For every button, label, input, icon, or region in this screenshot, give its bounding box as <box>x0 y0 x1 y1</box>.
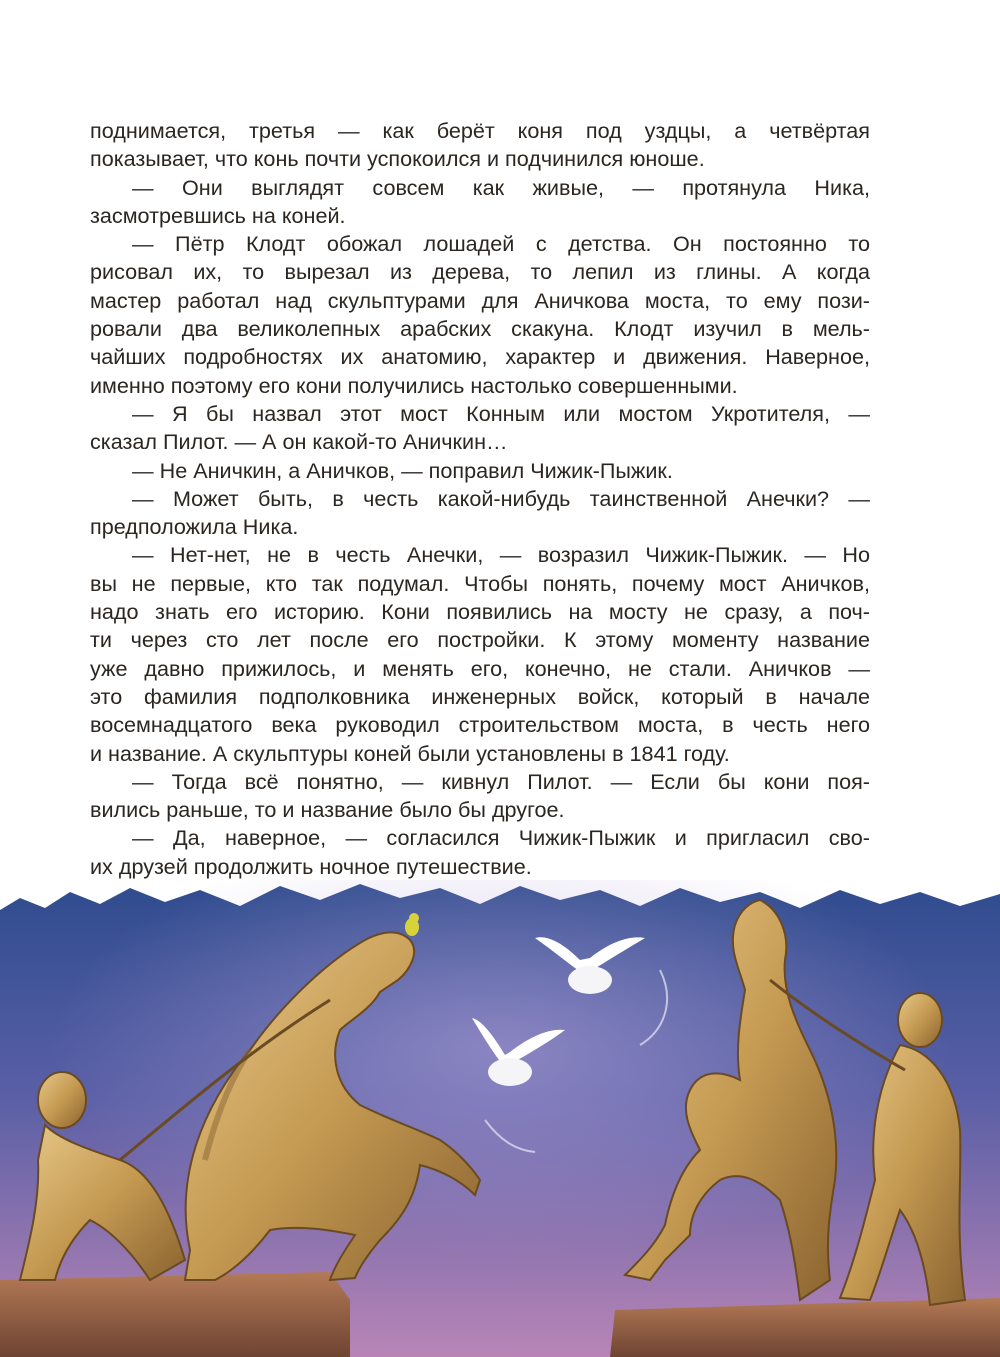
text-line: вились раньше, то и название было бы другое. <box>90 797 565 823</box>
text-line: — Может быть, в честь какой-нибудь таинственной Анечки? — <box>132 485 870 511</box>
text-line: ровали два великолепных арабских скакуна. Клодт изучил в мель- <box>90 316 870 342</box>
text-line: рисовал их, то вырезал из дерева, то лепил из глины. А когда <box>90 259 870 285</box>
text-line: и название. А скульптуры коней были установлены в 1841 году. <box>90 740 730 766</box>
text-line: чайших подробностях их анатомию, характер и движения. Наверное, <box>90 344 870 370</box>
text-line: ти через сто лет после его постройки. К этому моменту название <box>90 627 870 653</box>
text-line: — Я бы назвал этот мост Конным или мостом Укротителя, — <box>132 400 870 426</box>
anichkov-bridge-illustration <box>0 880 1000 1357</box>
text-line: засмотревшись на коней. <box>90 202 346 228</box>
text-line: поднимается, третья — как берёт коня под уздцы, а четвёртая <box>90 118 870 143</box>
text-line: показывает, что конь почти успокоился и подчинился юноше. <box>90 146 705 172</box>
text-line: восемнадцатого века руководил строительством моста, в честь него <box>90 712 870 738</box>
left-pedestal <box>0 1272 350 1357</box>
text-line: сказал Пилот. — А он какой-то Аничкин… <box>90 429 508 455</box>
text-line: — Нет-нет, не в честь Анечки, — возразил Чижик-Пыжик. — Но <box>132 542 870 568</box>
text-line: их друзей продолжить ночное путешествие. <box>90 853 532 879</box>
text-line: — Не Аничкин, а Аничков, — поправил Чижик-Пыжик. <box>132 457 673 483</box>
text-line: надо знать его историю. Кони появились на мосту не сразу, а поч- <box>90 599 870 625</box>
text-line: — Пётр Клодт обожал лошадей с детства. Он постоянно то <box>132 231 870 257</box>
story-text <box>90 117 870 881</box>
text-line: это фамилия подполковника инженерных войск, который в начале <box>90 683 870 709</box>
text-line: предположила Ника. <box>90 514 299 540</box>
text-line: мастер работал над скульптурами для Аничкова моста, то ему пози- <box>90 287 870 313</box>
text-line: — Да, наверное, — согласился Чижик-Пыжик и пригласил сво- <box>132 825 870 851</box>
text-line: вы не первые, кто так подумал. Чтобы понять, почему мост Аничков, <box>90 570 870 596</box>
text-line: — Тогда всё понятно, — кивнул Пилот. — Если бы кони поя- <box>132 768 870 794</box>
text-line: — Они выглядят совсем как живые, — протянула Ника, <box>132 174 870 200</box>
text-line: уже давно прижилось, и менять его, конечно, не стали. Аничков — <box>90 655 870 681</box>
text-line: именно поэтому его кони получились настолько совершенными. <box>90 372 738 398</box>
